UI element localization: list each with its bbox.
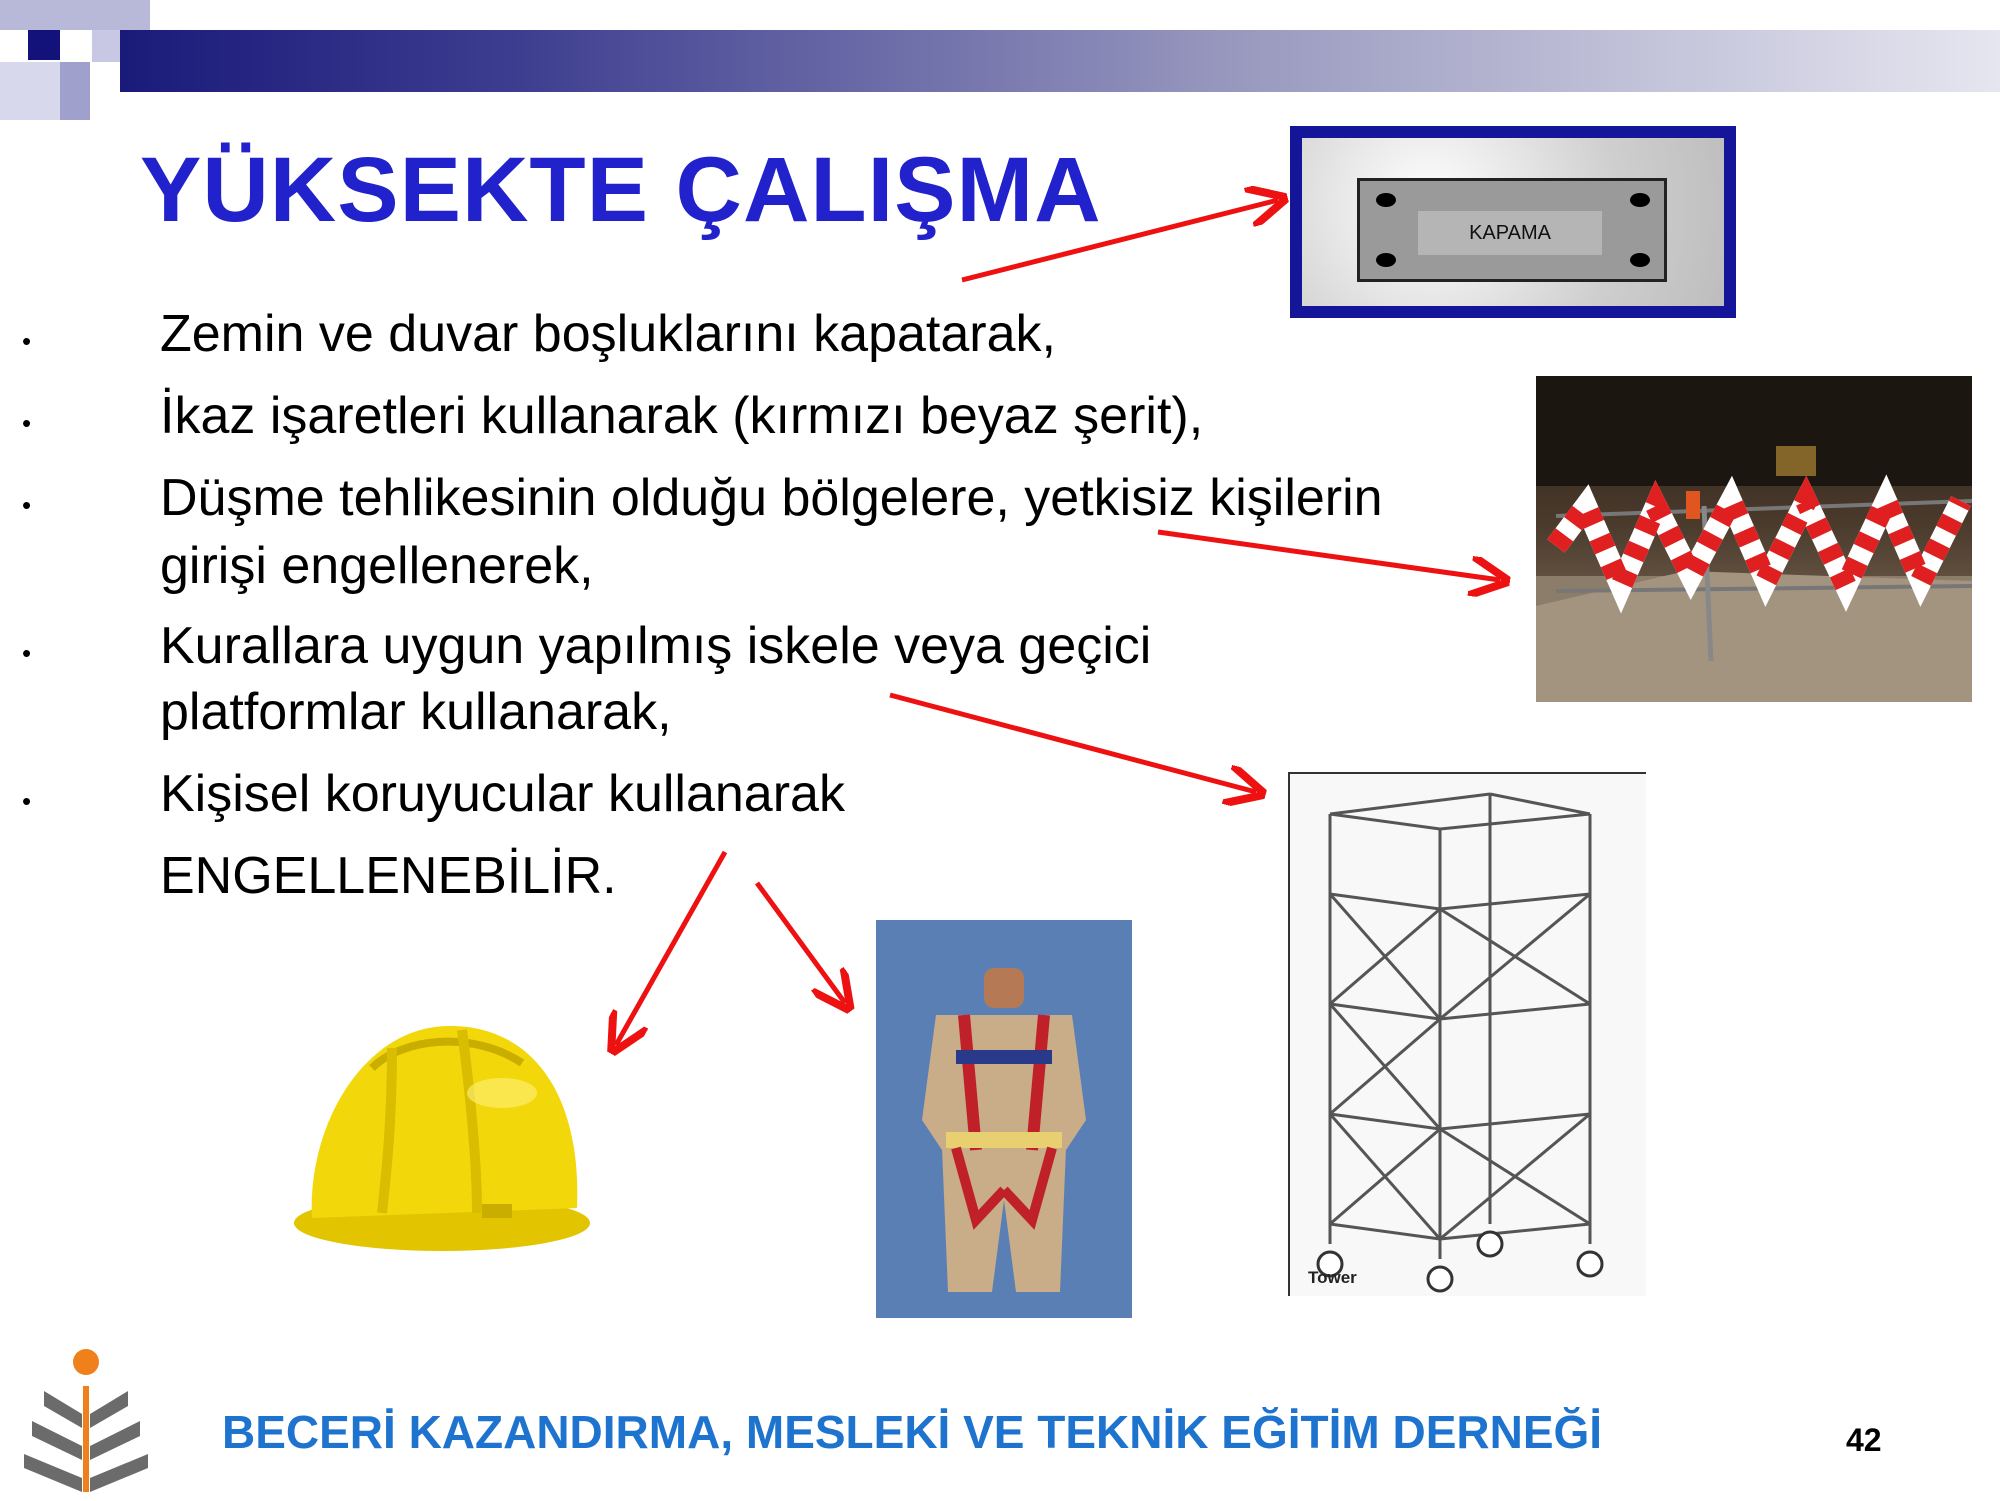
- bullet-marker: •: [22, 638, 32, 668]
- bolt-icon: [1630, 193, 1650, 207]
- logo-emblem: [24, 1346, 164, 1496]
- bolt-icon: [1630, 253, 1650, 267]
- warning-tape-photo: [1536, 376, 1972, 702]
- bullet-list: [0, 0, 1500, 920]
- safety-harness-illustration: [876, 920, 1132, 1318]
- safety-harness-photo: [876, 920, 1132, 1318]
- cover-plate: [1357, 178, 1667, 282]
- bullet-text-continued: girişi engellenerek,: [160, 537, 594, 595]
- conclusion-text: ENGELLENEBİLİR.: [160, 847, 617, 905]
- scaffold-tower-image: [1288, 772, 1646, 1296]
- warning-tape-illustration: [1536, 376, 1972, 702]
- hard-hat-image: [292, 1008, 592, 1258]
- scaffold-illustration: [1290, 774, 1646, 1296]
- organization-logo: [24, 1346, 164, 1496]
- bullet-text-continued: platformlar kullanarak,: [160, 683, 672, 741]
- scaffold-caption: Tower: [1308, 1268, 1357, 1287]
- page-number: 42: [1846, 1422, 1882, 1458]
- bullet-text: Kişisel koruyucular kullanarak: [160, 765, 845, 823]
- bullet-marker: •: [22, 490, 32, 520]
- bullet-text: Düşme tehlikesinin olduğu bölgelere, yetkisiz kişilerin: [160, 469, 1383, 527]
- bullet-text: İkaz işaretleri kullanarak (kırmızı beyaz şerit),: [160, 387, 1204, 445]
- cover-label: KAPAMA: [1418, 211, 1602, 255]
- bullet-text: Zemin ve duvar boşluklarını kapatarak,: [160, 305, 1056, 363]
- floor-cover-image: [1290, 126, 1736, 318]
- bullet-marker: •: [22, 786, 32, 816]
- bolt-icon: [1376, 193, 1396, 207]
- bullet-text: Kurallara uygun yapılmış iskele veya geçici: [160, 617, 1152, 675]
- bolt-icon: [1376, 253, 1396, 267]
- footer-organization-name: BECERİ KAZANDIRMA, MESLEKİ VE TEKNİK EĞİTİM DERNEĞİ: [222, 1406, 1603, 1458]
- bullet-marker: •: [22, 326, 32, 356]
- bullet-marker: •: [22, 408, 32, 438]
- slide-title: YÜKSEKTE ÇALIŞMA: [140, 139, 1102, 241]
- hard-hat-illustration: [292, 1008, 592, 1258]
